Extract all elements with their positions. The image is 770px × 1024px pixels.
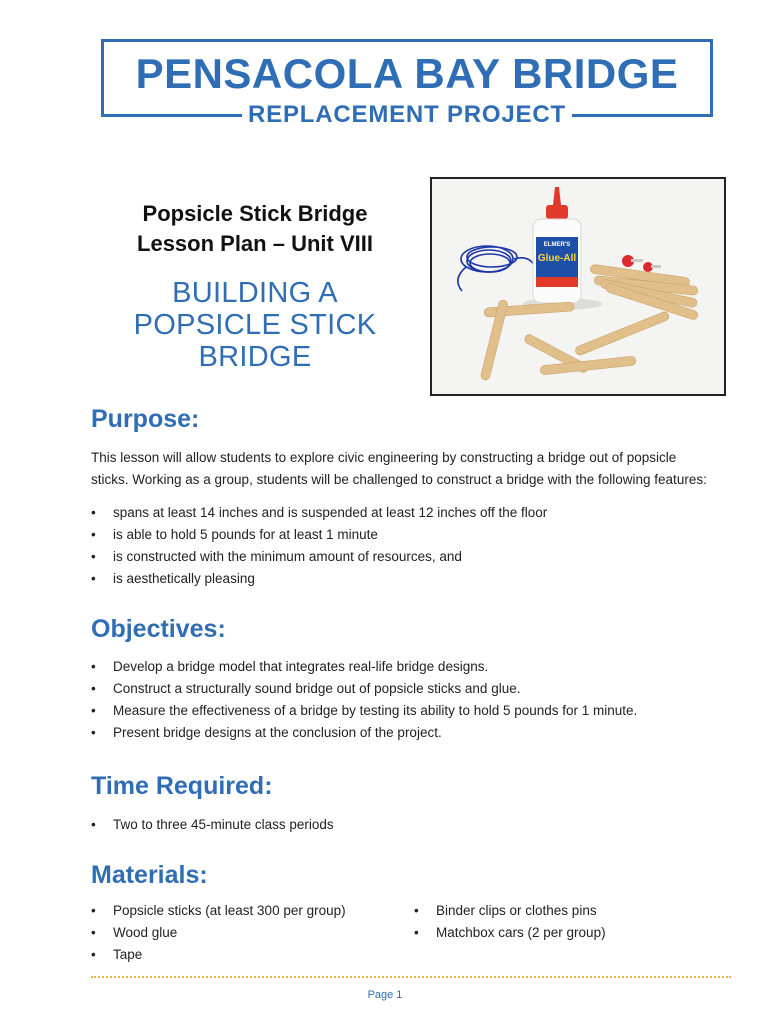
project-logo [101,39,713,128]
lesson-subtitle [80,199,430,259]
list-item: • Matchbox cars (2 per group) [414,922,606,944]
lesson-title-line1: BUILDING A [172,277,338,309]
time-list [91,814,334,836]
list-item: • is able to hold 5 pounds for at least 1 minute [91,524,547,546]
materials-photo [430,177,726,396]
materials-list-right [414,900,606,944]
lesson-subtitle-line1: Popsicle Stick Bridge [142,201,368,226]
materials-illustration [432,179,724,394]
list-item: • Two to three 45-minute class periods [91,814,334,836]
page-number: Page 1 [367,989,403,1001]
logo-subtitle-wrap [101,101,713,129]
materials-list-left [91,900,346,966]
list-item: • Develop a bridge model that integrates real-life bridge designs. [91,656,637,678]
footer-dotted-rule [91,976,731,978]
list-item: • Tape [91,944,346,966]
list-item: • Wood glue [91,922,346,944]
list-item: • Popsicle sticks (at least 300 per group) [91,900,346,922]
list-item: • Measure the effectiveness of a bridge by testing its ability to hold 5 pounds for 1 minute. [91,700,637,722]
logo-subtitle: REPLACEMENT PROJECT [242,101,572,128]
lesson-title-line3: BRIDGE [198,341,312,373]
list-item: • spans at least 14 inches and is suspended at least 12 inches off the floor [91,502,547,524]
list-item: • Binder clips or clothes pins [414,900,606,922]
list-item: • Construct a structurally sound bridge out of popsicle sticks and glue. [91,678,637,700]
objectives-list [91,656,637,744]
glue-brand-text: ELMER'S [543,242,571,248]
list-item: • is aesthetically pleasing [91,568,547,590]
logo-title: PENSACOLA BAY BRIDGE [135,50,679,97]
purpose-heading: Purpose: [91,405,200,433]
materials-heading: Materials: [91,861,208,889]
lesson-title-line2: POPSICLE STICK [133,309,377,341]
purpose-text [91,447,741,491]
list-item: • is constructed with the minimum amount of resources, and [91,546,547,568]
purpose-list [91,502,547,590]
glue-label-text: Glue-All [537,253,577,264]
time-heading: Time Required: [91,772,273,800]
list-item: • Present bridge designs at the conclusion of the project. [91,722,637,744]
objectives-heading: Objectives: [91,615,226,643]
lesson-title [80,277,430,373]
lesson-subtitle-line2: Lesson Plan – Unit VIII [137,231,373,256]
purpose-text-line2: sticks. Working as a group, students will be challenged to construct a bridge with the following features: [91,472,707,487]
purpose-text-line1: This lesson will allow students to explore civic engineering by constructing a bridge out of popsicle [91,450,677,465]
